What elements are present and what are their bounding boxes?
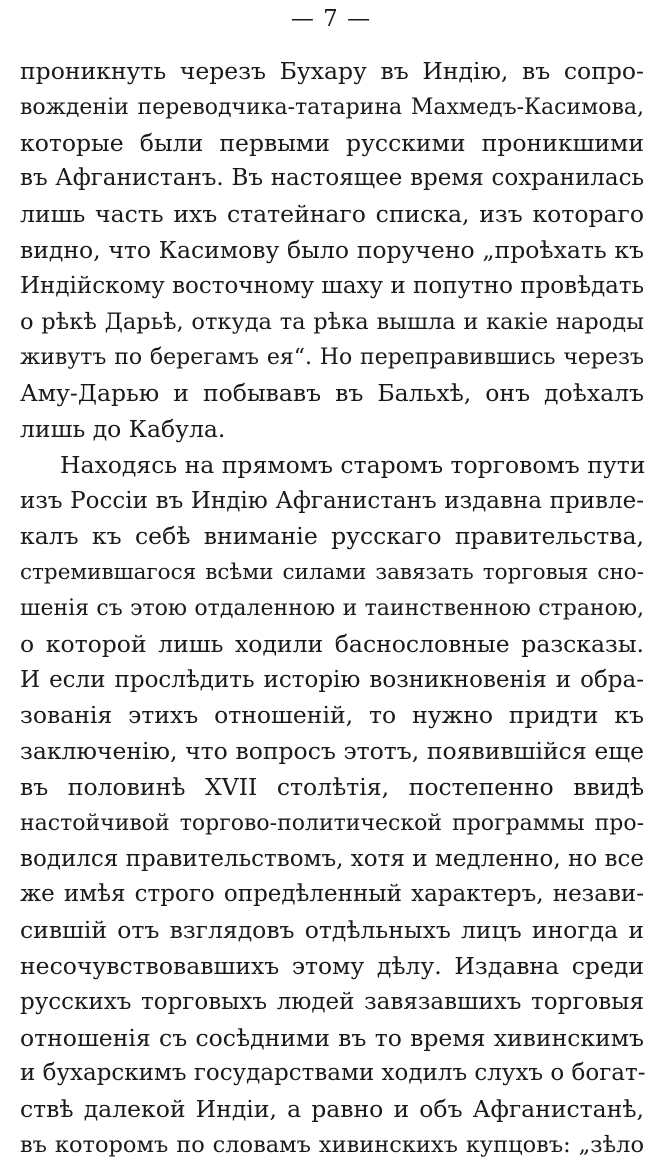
text-line: видно, что Касимову было поручено „проѣхать къ [20,235,644,264]
text-line: ствѣ далекой Индіи, а равно и объ Афганистанѣ, [20,1095,644,1124]
text-line: которые были первыми русскими проникшими [20,128,644,157]
text-line: въ Афганистанъ. Въ настоящее время сохранилась [20,165,644,192]
text-line: о рѣкѣ Дарьѣ, откуда та рѣка вышла и какіе народы [20,308,644,335]
text-line: изъ Россіи въ Индію Афганистанъ издавна привле- [20,487,644,514]
page-number: — 7 — [290,6,372,32]
text-line: отношенія съ сосѣдними въ то время хивинскимъ [20,1023,644,1052]
text-line: заключенію, что вопросъ этотъ, появившійся еще [20,737,644,766]
text-line: Индійскому восточному шаху и попутно провѣдать [20,272,645,299]
text-line: въ которомъ по словамъ хивинскихъ купцовъ: „зѣло [20,1131,644,1158]
text-line: въ половинѣ XVII столѣтія, постепенно ввидѣ [20,772,644,801]
text-line: водился правительствомъ, хотя и медленно, но все [20,845,644,872]
text-line: же имѣя строго опредѣленный характеръ, незави- [20,881,644,908]
text-line: лишь часть ихъ статейнаго списка, изъ котораго [20,200,644,229]
text-line: Аму-Дарью и побывавъ въ Бальхѣ, онъ доѣхалъ [20,379,644,408]
text-line: о которой лишь ходили баснословные разсказы. [20,629,644,658]
text-line: сившій отъ взглядовъ отдѣльныхъ лицъ иногда и [20,916,644,945]
text-line: зованія этихъ отношеній, то нужно придти къ [20,701,644,730]
text-line: стремившагося всѣми силами завязать торговыя сно- [20,560,644,586]
paragraph-end-line: лишь до Кабула. [20,414,226,443]
text-body [20,54,644,1164]
text-line: вожденіи переводчика-татарина Махмедъ-Касимова, [20,94,644,120]
paragraph-start-line: Находясь на прямомъ старомъ торговомъ пути [60,450,646,479]
text-line: живутъ по берегамъ ея“. Но переправившись черезъ [20,345,644,371]
text-line: и бухарскимъ государствами ходилъ слухъ о богат- [20,1060,646,1087]
text-line: шенія съ этою отдаленною и таинственною страною, [20,595,644,621]
text-line: проникнуть черезъ Бухару въ Индію, въ сопро- [20,57,644,85]
text-line: И если прослѣдить исторію возникновенія и обра- [20,666,644,693]
text-line: калъ къ себѣ вниманіе русскаго правительства, [20,522,644,551]
text-line: несочувствовавшихъ этому дѣлу. Издавна среди [20,951,644,980]
text-line: русскихъ торговыхъ людей завязавшихъ торговыя [20,988,644,1015]
text-line: настойчивой торгово-политической программы про- [20,810,644,836]
